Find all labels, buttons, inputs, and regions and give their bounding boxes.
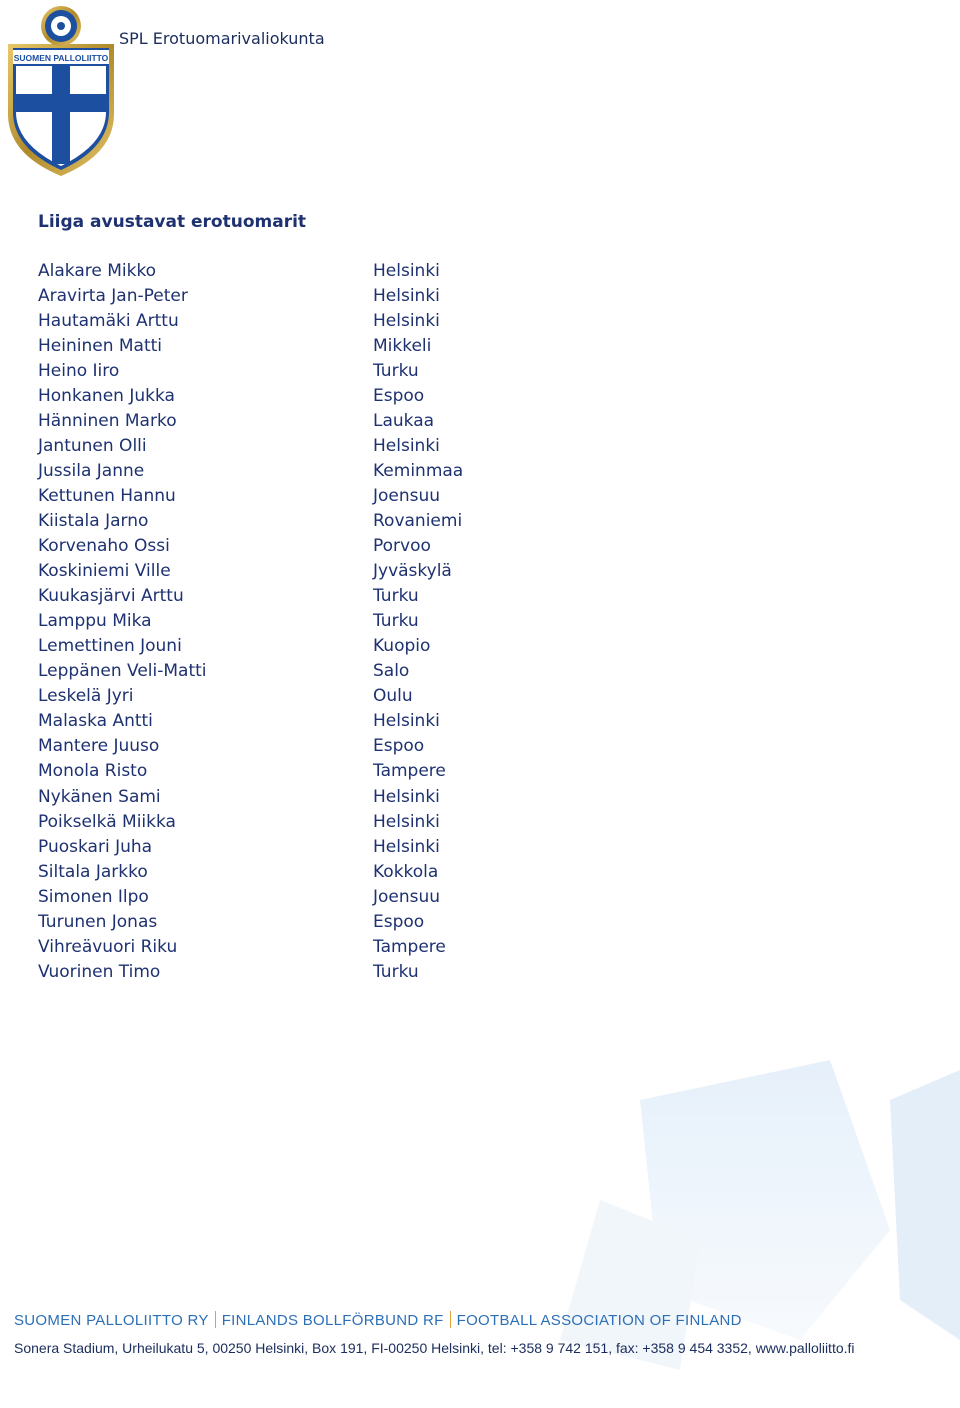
- referee-row: [38, 684, 538, 709]
- referee-row: [38, 709, 538, 734]
- referee-row: [38, 358, 538, 383]
- referee-city: Helsinki: [373, 811, 440, 832]
- referee-name: Koskiniemi Ville: [38, 561, 171, 582]
- referee-city: Tampere: [373, 936, 446, 957]
- referee-row: [38, 333, 538, 358]
- footer-org-english: FOOTBALL ASSOCIATION OF FINLAND: [456, 1312, 742, 1329]
- referee-name: Leppänen Veli-Matti: [38, 661, 207, 682]
- referee-name: Nykänen Sami: [38, 786, 161, 807]
- referee-city: Salo: [373, 661, 410, 682]
- referee-name: Hänninen Marko: [38, 410, 177, 431]
- footer-separator: [450, 1311, 451, 1328]
- referee-city: Helsinki: [373, 285, 440, 306]
- referee-name: Leskelä Jyri: [38, 686, 134, 707]
- referee-city: Laukaa: [373, 410, 435, 431]
- referee-name: Mantere Juuso: [38, 736, 160, 757]
- referee-row: [38, 308, 538, 333]
- referee-name: Vuorinen Timo: [38, 961, 161, 982]
- referee-row: [38, 784, 538, 809]
- referee-name: Kettunen Hannu: [38, 485, 176, 506]
- referee-city: Oulu: [373, 686, 413, 707]
- referee-row: [38, 909, 538, 934]
- referee-name: Alakare Mikko: [38, 260, 157, 281]
- footer-org-finnish: SUOMEN PALLOLIITTO RY: [14, 1312, 209, 1329]
- referee-row: [38, 534, 538, 559]
- referee-row: [38, 408, 538, 433]
- referee-name: Lamppu Mika: [38, 611, 152, 632]
- referee-name: Heininen Matti: [38, 335, 163, 356]
- referee-name: Vihreävuori Riku: [38, 936, 178, 957]
- referee-name: Lemettinen Jouni: [38, 636, 182, 657]
- referee-row: [38, 659, 538, 684]
- suomen-palloliitto-crest-logo: [4, 4, 118, 178]
- referee-row: [38, 634, 538, 659]
- referee-name: Heino Iiro: [38, 360, 120, 381]
- referee-city: Helsinki: [373, 711, 440, 732]
- referee-city: Turku: [373, 586, 419, 607]
- referee-city: Turku: [373, 360, 419, 381]
- referee-name: Kuukasjärvi Arttu: [38, 586, 184, 607]
- crest-banner-text: SUOMEN PALLOLIITTO: [13, 53, 109, 63]
- referee-row: [38, 809, 538, 834]
- referee-name: Hautamäki Arttu: [38, 310, 179, 331]
- referee-name: Aravirta Jan-Peter: [38, 285, 188, 306]
- referee-city: Porvoo: [373, 536, 431, 557]
- referee-city: Helsinki: [373, 786, 440, 807]
- referee-city: Turku: [373, 611, 419, 632]
- referee-name: Malaska Antti: [38, 711, 153, 732]
- referee-row: [38, 884, 538, 909]
- referee-name: Poikselkä Miikka: [38, 811, 176, 832]
- referee-row: [38, 383, 538, 408]
- footer-org-swedish: FINLANDS BOLLFÖRBUND RF: [221, 1312, 444, 1329]
- referee-city: Mikkeli: [373, 335, 432, 356]
- referee-city: Keminmaa: [373, 460, 464, 481]
- referee-city: Helsinki: [373, 435, 440, 456]
- referee-name: Kiistala Jarno: [38, 510, 149, 531]
- referee-row: [38, 508, 538, 533]
- referee-row: [38, 959, 538, 984]
- referee-city: Tampere: [373, 761, 446, 782]
- referee-row: [38, 458, 538, 483]
- referee-city: Helsinki: [373, 836, 440, 857]
- referee-city: Turku: [373, 961, 419, 982]
- referee-city: Espoo: [373, 736, 425, 757]
- referee-row: [38, 934, 538, 959]
- footer-contact-info: Sonera Stadium, Urheilukatu 5, 00250 Helsinki, Box 191, FI-00250 Helsinki, tel: +358 9 742 151, fax: +358 9 454 3352, www.palloliitto.fi: [14, 1340, 855, 1356]
- referee-row: [38, 734, 538, 759]
- referee-city: Rovaniemi: [373, 510, 463, 531]
- referee-name: Simonen Ilpo: [38, 886, 149, 907]
- referee-name: Jussila Janne: [38, 460, 145, 481]
- referee-city: Helsinki: [373, 310, 440, 331]
- referee-row: [38, 609, 538, 634]
- referee-name: Korvenaho Ossi: [38, 536, 170, 557]
- referee-name: Turunen Jonas: [38, 911, 158, 932]
- organization-header: SPL Erotuomarivaliokunta: [119, 29, 325, 48]
- referee-row: [38, 584, 538, 609]
- referee-row: [38, 759, 538, 784]
- referee-city: Kokkola: [373, 861, 439, 882]
- referee-city: Kuopio: [373, 636, 431, 657]
- referee-city: Joensuu: [373, 886, 441, 907]
- referee-name: Siltala Jarkko: [38, 861, 148, 882]
- footer-organization-names: [14, 1311, 742, 1329]
- referee-row: [38, 283, 538, 308]
- document-title: Liiga avustavat erotuomarit: [38, 212, 307, 232]
- referee-name: Jantunen Olli: [38, 435, 147, 456]
- referee-row: [38, 559, 538, 584]
- referee-row: [38, 859, 538, 884]
- referee-name: Puoskari Juha: [38, 836, 153, 857]
- referee-city: Joensuu: [373, 485, 441, 506]
- referee-city: Espoo: [373, 385, 425, 406]
- referee-row: [38, 834, 538, 859]
- referee-row: [38, 483, 538, 508]
- referee-name: Honkanen Jukka: [38, 385, 175, 406]
- referee-city: Jyväskylä: [373, 561, 452, 582]
- referee-row: [38, 433, 538, 458]
- referee-name: Monola Risto: [38, 761, 148, 782]
- footer-separator: [215, 1311, 216, 1328]
- referee-row: [38, 258, 538, 283]
- referee-list: [38, 258, 538, 984]
- referee-city: Helsinki: [373, 260, 440, 281]
- referee-city: Espoo: [373, 911, 425, 932]
